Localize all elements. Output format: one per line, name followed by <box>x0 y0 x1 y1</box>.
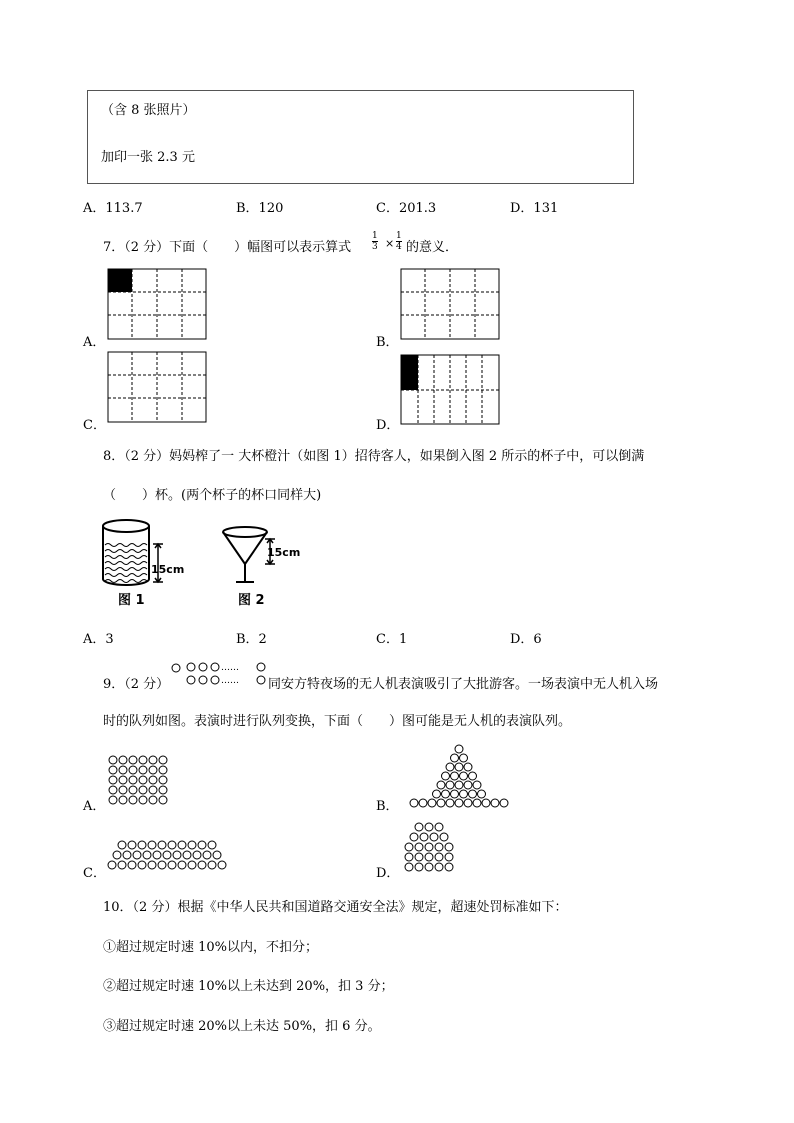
q10-stem: 10．（2 分）根据《中华人民共和国道路交通安全法》规定，超速处罚标准如下： <box>103 900 568 915</box>
drone-circle <box>138 841 146 849</box>
drone-circle <box>425 863 433 871</box>
q10-rule-2: ②超过规定时速 10%以上未达到 20%，扣 3 分； <box>103 979 394 994</box>
q7-fraction-1 <box>372 231 378 252</box>
q8-option-b: B．2 <box>236 632 267 647</box>
drone-circle <box>473 799 481 807</box>
drone-circle <box>178 861 186 869</box>
drone-circle <box>464 763 472 771</box>
drone-circle <box>148 841 156 849</box>
q7-fraction-2 <box>396 231 402 252</box>
price-info-box <box>87 90 634 184</box>
q7-grid-a <box>107 267 207 341</box>
q6-option-d: D．131 <box>510 201 559 216</box>
drone-circle <box>188 841 196 849</box>
fig2-height-label: 15cm <box>267 546 301 559</box>
drone-circle <box>139 786 147 794</box>
drone-circle <box>119 786 127 794</box>
q9-label-a: A． <box>83 799 106 814</box>
drone-circle <box>188 861 196 869</box>
q9-formation-b <box>400 744 520 808</box>
drone-circle <box>437 781 445 789</box>
drone-circle <box>440 833 448 841</box>
q7-stem <box>103 236 351 255</box>
q9-formation-d <box>400 822 460 876</box>
q9-label-b: B． <box>376 799 399 814</box>
q9-label-d: D． <box>376 866 400 881</box>
drone-circle <box>119 756 127 764</box>
drone-circle <box>451 790 459 798</box>
shaded-cell <box>108 269 132 292</box>
drone-circle <box>159 786 167 794</box>
drone-circle <box>442 790 450 798</box>
q8-figure-1-cylinder <box>100 516 200 610</box>
q7-label-a: A． <box>83 335 106 350</box>
drone-circle <box>218 861 226 869</box>
drone-circle <box>405 843 413 851</box>
drone-circle <box>213 851 221 859</box>
q6-option-a: A．113.7 <box>83 201 143 216</box>
drone-circle <box>455 799 463 807</box>
drone-circle <box>198 861 206 869</box>
drone-circle <box>445 843 453 851</box>
drone-circle <box>469 790 477 798</box>
drone-circle <box>455 781 463 789</box>
fig2-caption: 图 2 <box>238 593 265 608</box>
drone-circle <box>410 799 418 807</box>
fig1-height-label: 15cm <box>151 563 185 576</box>
drone-circle <box>149 776 157 784</box>
q8-figure-2-cone-glass <box>220 524 310 610</box>
drone-circle <box>478 790 486 798</box>
drone-circle <box>129 786 137 794</box>
drone-circle <box>159 756 167 764</box>
drone-circle <box>451 772 459 780</box>
drone-circle <box>119 796 127 804</box>
drone-circle <box>129 766 137 774</box>
q9-line-1: 同安方特夜场的无人机表演吸引了大批游客。一场表演中无人机入场 <box>268 677 659 692</box>
q7-frac1-den: 3 <box>372 242 378 252</box>
drone-circle <box>139 776 147 784</box>
drone-circle <box>203 851 211 859</box>
drone-circle <box>148 861 156 869</box>
drone-circle <box>420 833 428 841</box>
drone-circle <box>425 853 433 861</box>
q7-label-b: B． <box>376 335 399 350</box>
drone-circle <box>419 799 427 807</box>
drone-circle <box>109 786 117 794</box>
drone-circle <box>128 861 136 869</box>
q9-label-c: C． <box>83 866 106 881</box>
q9-prefix: 9．（2 分） <box>103 677 170 692</box>
drone-circle <box>405 853 413 861</box>
drone-circle <box>168 861 176 869</box>
drone-circle <box>149 756 157 764</box>
drone-circle <box>128 841 136 849</box>
q10-rule-1: ①超过规定时速 10%以内，不扣分； <box>103 940 319 955</box>
drone-circle <box>435 843 443 851</box>
drone-circle <box>435 863 443 871</box>
fig1-caption: 图 1 <box>118 593 145 608</box>
q7-grid-b <box>400 267 500 341</box>
drone-circle <box>405 863 413 871</box>
drone-circle <box>138 861 146 869</box>
drone-circle <box>445 853 453 861</box>
drone-circle <box>430 833 438 841</box>
drone-circle <box>118 861 126 869</box>
drone-circle <box>129 756 137 764</box>
drone-circle <box>149 766 157 774</box>
drone-circle <box>139 756 147 764</box>
drone-circle <box>445 863 453 871</box>
drone-circle <box>442 772 450 780</box>
q6-option-b: B．120 <box>236 201 284 216</box>
drone-circle <box>473 781 481 789</box>
drone-circle <box>500 799 508 807</box>
drone-circle <box>168 841 176 849</box>
q7-frac2-den: 4 <box>396 242 402 252</box>
q7-stem-before: 7．（2 分）下面（ ）幅图可以表示算式 <box>103 240 352 255</box>
drone-circle <box>139 796 147 804</box>
drone-circle <box>437 799 445 807</box>
drone-circle <box>433 790 441 798</box>
q9-formation-a <box>107 755 171 807</box>
drone-circle <box>415 823 423 831</box>
drone-circle <box>415 853 423 861</box>
drone-circle <box>139 766 147 774</box>
drone-circle <box>143 851 151 859</box>
drone-circle <box>178 841 186 849</box>
drone-circle <box>159 776 167 784</box>
drone-circle <box>118 841 126 849</box>
drone-circle <box>123 851 131 859</box>
drone-circle <box>129 796 137 804</box>
q7-frac2-num: 1 <box>396 231 402 241</box>
q9-entry-formation <box>171 662 267 688</box>
q7-grid-c <box>107 350 207 424</box>
drone-circle <box>149 796 157 804</box>
drone-circle <box>133 851 141 859</box>
drone-circle <box>460 790 468 798</box>
drone-circle <box>460 772 468 780</box>
q8-line-2: （ ）杯。(两个杯子的杯口同样大) <box>103 488 322 503</box>
drone-circle <box>425 823 433 831</box>
drone-circle <box>446 781 454 789</box>
drone-circle <box>109 796 117 804</box>
drone-circle <box>108 861 116 869</box>
drone-circle <box>410 833 418 841</box>
q9-ellipsis-top: …… <box>221 663 239 673</box>
drone-circle <box>455 763 463 771</box>
drone-circle <box>455 745 463 753</box>
drone-circle <box>415 863 423 871</box>
q7-stem-after: 的意义． <box>406 240 459 255</box>
q7-frac1-num: 1 <box>372 231 378 241</box>
drone-circle <box>460 754 468 762</box>
drone-circle <box>469 772 477 780</box>
drone-circle <box>183 851 191 859</box>
drone-circle <box>435 853 443 861</box>
shaded-cell <box>401 355 418 390</box>
q9-formation-c <box>107 840 227 876</box>
drone-circle <box>482 799 490 807</box>
q8-option-d: D．6 <box>510 632 542 647</box>
drone-circle <box>113 851 121 859</box>
q8-option-a: A．3 <box>83 632 114 647</box>
drone-circle <box>464 799 472 807</box>
drone-circle <box>129 776 137 784</box>
drone-circle <box>425 843 433 851</box>
q10-rule-3: ③超过规定时速 20%以上未达 50%，扣 6 分。 <box>103 1019 381 1034</box>
drone-circle <box>163 851 171 859</box>
drone-circle <box>446 799 454 807</box>
drone-circle <box>193 851 201 859</box>
drone-circle <box>159 796 167 804</box>
drone-circle <box>198 841 206 849</box>
q9-line-2: 时的队列如图。表演时进行队列变换，下面（ ）图可能是无人机的表演队列。 <box>103 714 572 729</box>
drone-circle <box>451 754 459 762</box>
drone-circle <box>173 851 181 859</box>
drone-circle <box>208 841 216 849</box>
drone-circle <box>158 841 166 849</box>
drone-circle <box>119 776 127 784</box>
q7-times: × <box>385 237 395 250</box>
drone-circle <box>109 756 117 764</box>
q6-option-c: C．201.3 <box>376 201 437 216</box>
drone-circle <box>153 851 161 859</box>
drone-circle <box>158 861 166 869</box>
drone-circle <box>109 776 117 784</box>
drone-circle <box>415 843 423 851</box>
drone-circle <box>446 763 454 771</box>
drone-circle <box>208 861 216 869</box>
q7-grid-d <box>400 354 500 426</box>
q7-label-d: D． <box>376 418 400 433</box>
q8-line-1: 8．（2 分）妈妈榨了一 大杯橙汁（如图 1）招待客人，如果倒入图 2 所示的杯子中，可以倒满 <box>103 449 645 464</box>
drone-circle <box>119 766 127 774</box>
drone-circle <box>435 823 443 831</box>
drone-circle <box>491 799 499 807</box>
drone-circle <box>464 781 472 789</box>
drone-circle <box>109 766 117 774</box>
drone-circle <box>428 799 436 807</box>
drone-circle <box>149 786 157 794</box>
box-line-1: （含 8 张照片） <box>101 103 196 118</box>
q8-option-c: C．1 <box>376 632 408 647</box>
drone-circle <box>159 766 167 774</box>
box-line-2: 加印一张 2.3 元 <box>101 150 195 165</box>
q7-label-c: C． <box>83 418 106 433</box>
q9-ellipsis-bottom: …… <box>221 676 239 686</box>
